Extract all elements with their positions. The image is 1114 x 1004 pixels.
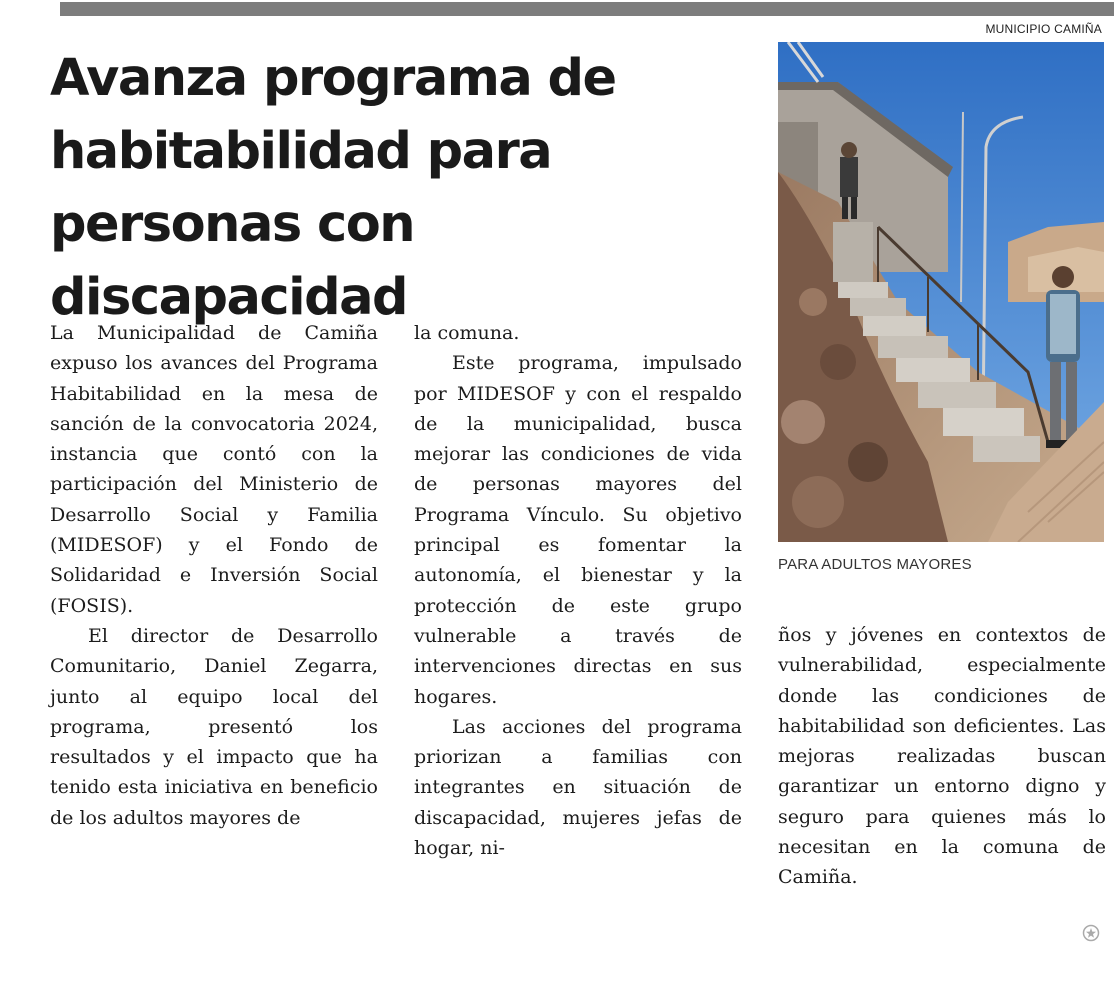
body-paragraph: Las acciones del programa priorizan a familias con integrantes en situación de discapacidad, mujeres jefas de hogar, ni-	[414, 715, 742, 860]
body-column-2	[414, 318, 742, 863]
article-end-icon	[1082, 924, 1100, 947]
body-paragraph-continued: la comuna.	[414, 322, 520, 344]
body-column-3	[778, 620, 1106, 893]
article-headline: Avanza programa de habitabilidad para personas con discapacidad	[50, 49, 616, 327]
body-column-1	[50, 318, 378, 833]
photo-stairs-scene	[778, 42, 1104, 542]
photo-caption: PARA ADULTOS MAYORES	[778, 556, 972, 573]
photo-credit: MUNICIPIO CAMIÑA	[985, 22, 1102, 36]
body-paragraph: El director de Desarrollo Comunitario, Daniel Zegarra, junto al equipo local del programa, presentó los resultados y el impacto que ha tenido esta iniciativa en beneficio de los adultos mayores de	[50, 624, 378, 829]
body-paragraph: La Municipalidad de Camiña expuso los avances del Programa Habitabilidad en la mesa de sanción de la convocatoria 2024, instancia que contó con la participación del Ministerio de Desarrollo Social y Familia (MIDESOF) y el Fondo de Solidaridad e Inversión Social (FOSIS).	[50, 322, 378, 617]
body-paragraph: Este programa, impulsado por MIDESOF y con el respaldo de la municipalidad, busca mejorar las condiciones de vida de personas mayores del Programa Vínculo. Su objetivo principal es fomentar la autonomía, el bienestar y la protección de este grupo vulnerable a través de intervenciones directas en sus hogares.	[414, 352, 742, 708]
article-photo	[778, 42, 1104, 542]
top-rule	[60, 2, 1114, 16]
body-paragraph-continued: ños y jóvenes en contextos de vulnerabilidad, especialmente donde las condiciones de habitabilidad son deficientes. Las mejoras realizadas buscan garantizar un entorno digno y seguro para quienes más lo necesitan en la comuna de Camiña.	[778, 624, 1106, 889]
